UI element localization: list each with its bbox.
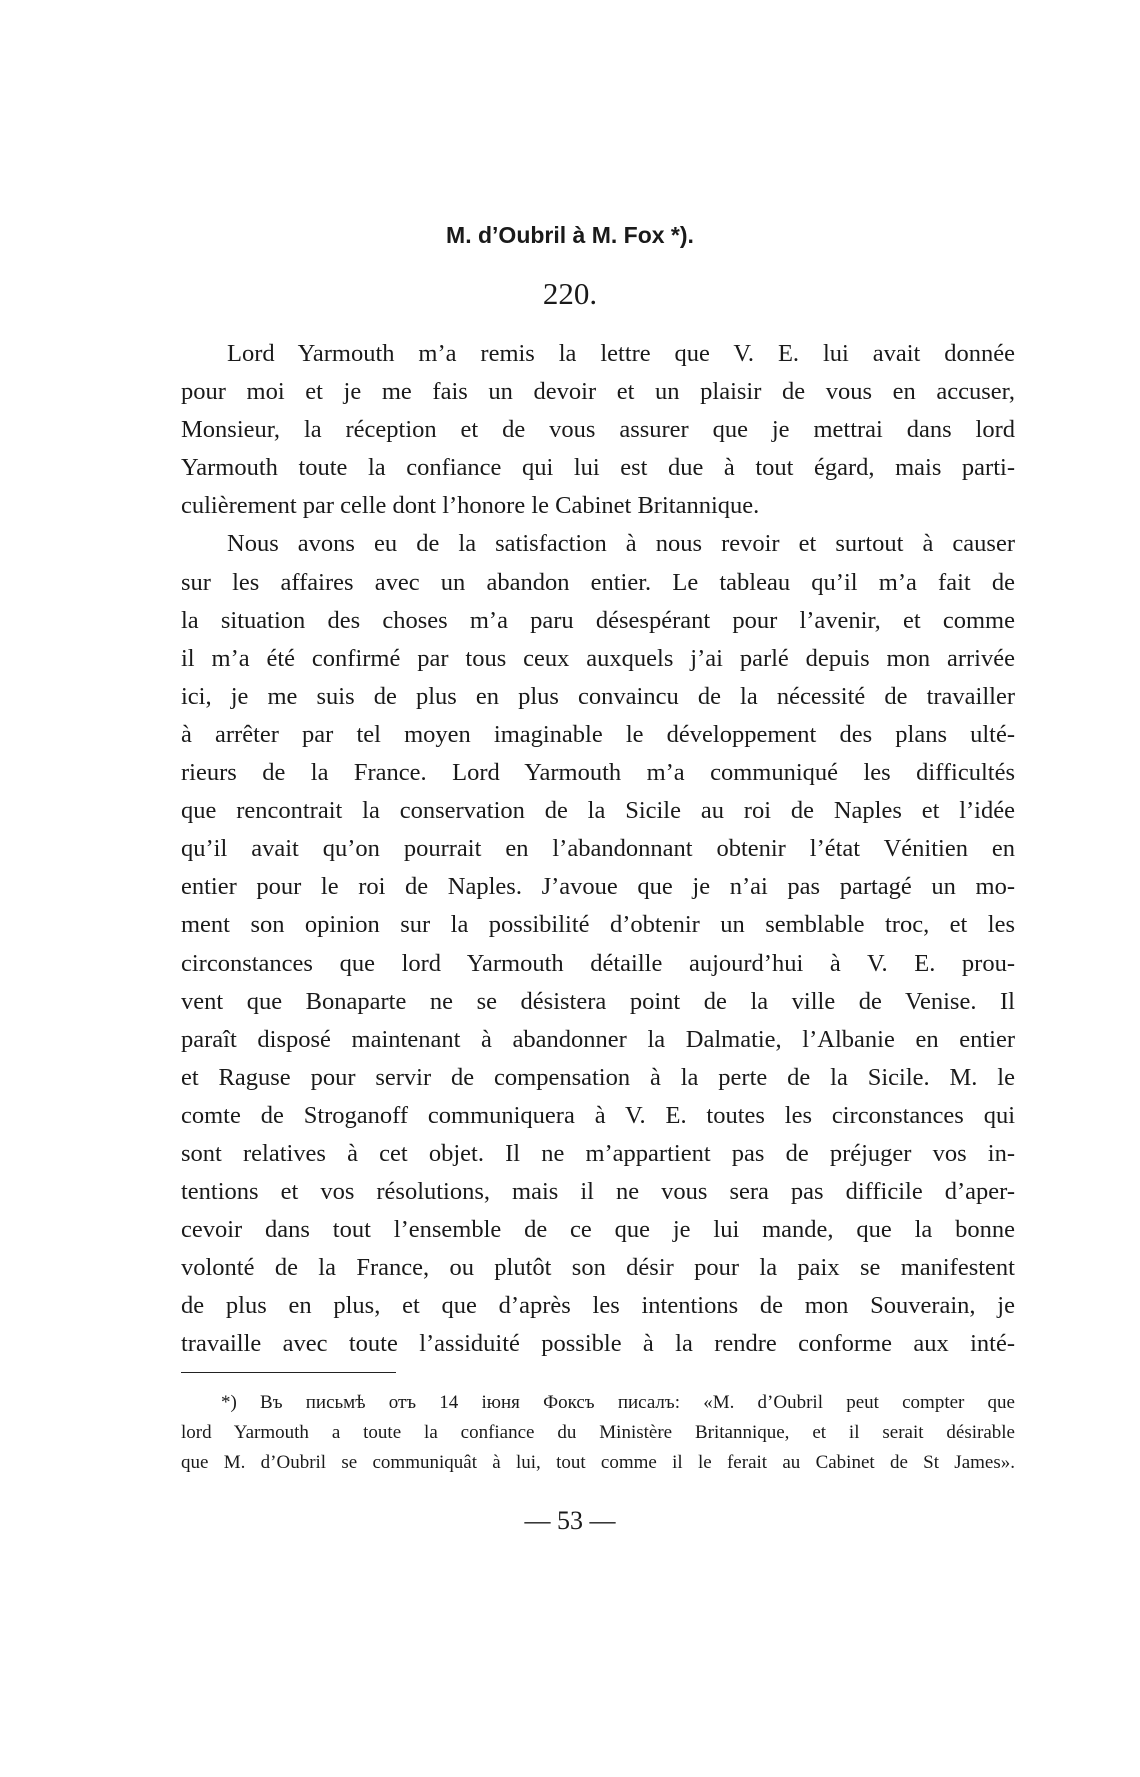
- body-line: pour moi et je me fais un devoir et un plaisir de vous en accuser,: [181, 378, 1015, 406]
- body-line: Monsieur, la réception et de vous assurer que je mettrai dans lord: [181, 416, 1015, 444]
- page-number: — 53 —: [524, 1506, 616, 1535]
- footnote-line: lord Yarmouth a toute la confiance du Ministère Britannique, et il serait désirable: [181, 1422, 1015, 1443]
- body-line: comte de Stroganoff communiquera à V. E. toutes les circonstances qui: [181, 1101, 1015, 1129]
- body-line: Lord Yarmouth m’a remis la lettre que V. E. lui avait donnée: [227, 340, 1015, 367]
- footnote-line: *) Въ письмѣ отъ 14 іюня Фоксъ писалъ: «M. d’Oubril peut compter que: [221, 1392, 1015, 1413]
- body-line: de plus en plus, et que d’après les intentions de mon Souverain, je: [181, 1292, 1015, 1320]
- body-line: circonstances que lord Yarmouth détaille aujourd’hui à V. E. prou-: [181, 949, 1015, 977]
- body-line: Nous avons eu de la satisfaction à nous revoir et surtout à causer: [227, 530, 1015, 558]
- body-line: cevoir dans tout l’ensemble de ce que je lui mande, que la bonne: [181, 1216, 1015, 1244]
- letter-body: [181, 335, 1015, 1364]
- body-line: Yarmouth toute la confiance qui lui est due à tout égard, mais parti-: [181, 454, 1015, 482]
- body-line: et Raguse pour servir de compensation à la perte de la Sicile. M. le: [181, 1063, 1015, 1091]
- body-line: qu’il avait qu’on pourrait en l’abandonnant obtenir l’état Vénitien en: [181, 835, 1015, 863]
- footnote: [181, 1388, 1015, 1478]
- document-number: 220.: [542, 276, 598, 311]
- body-line: ment son opinion sur la possibilité d’obtenir un semblable troc, et les: [181, 911, 1015, 939]
- body-line: que rencontrait la conservation de la Sicile au roi de Naples et l’idée: [181, 797, 1015, 825]
- body-line: tentions et vos résolutions, mais il ne vous sera pas difficile d’aper-: [181, 1178, 1015, 1206]
- body-line: travaille avec toute l’assiduité possible à la rendre conforme aux inté-: [181, 1330, 1015, 1358]
- body-line: sont relatives à cet objet. Il ne m’appartient pas de préjuger vos in-: [181, 1139, 1015, 1167]
- body-line: ici, je me suis de plus en plus convaincu de la nécessité de travailler: [181, 682, 1015, 710]
- body-line: entier pour le roi de Naples. J’avoue que je n’ai pas partagé un mo-: [181, 873, 1015, 901]
- body-line: sur les affaires avec un abandon entier. Le tableau qu’il m’a fait de: [181, 568, 1015, 596]
- body-line: à arrêter par tel moyen imaginable le développement des plans ulté-: [181, 720, 1015, 748]
- body-line: paraît disposé maintenant à abandonner la Dalmatie, l’Albanie en entier: [181, 1025, 1015, 1053]
- footnote-line: que M. d’Oubril se communiquât à lui, tout comme il le ferait au Cabinet de St James».: [181, 1452, 1015, 1473]
- body-line: volonté de la France, ou plutôt son désir pour la paix se manifestent: [181, 1254, 1015, 1282]
- letter-heading: M. d’Oubril à M. Fox *).: [446, 222, 694, 248]
- body-line: rieurs de la France. Lord Yarmouth m’a communiqué les difficultés: [181, 759, 1015, 787]
- body-line: vent que Bonaparte ne se désistera point de la ville de Venise. Il: [181, 987, 1015, 1015]
- body-line: culièrement par celle dont l’honore le Cabinet Britannique.: [181, 492, 760, 520]
- footnote-divider: [181, 1372, 396, 1373]
- body-line: la situation des choses m’a paru désespérant pour l’avenir, et comme: [181, 606, 1015, 634]
- body-line: il m’a été confirmé par tous ceux auxquels j’ai parlé depuis mon arrivée: [181, 644, 1015, 672]
